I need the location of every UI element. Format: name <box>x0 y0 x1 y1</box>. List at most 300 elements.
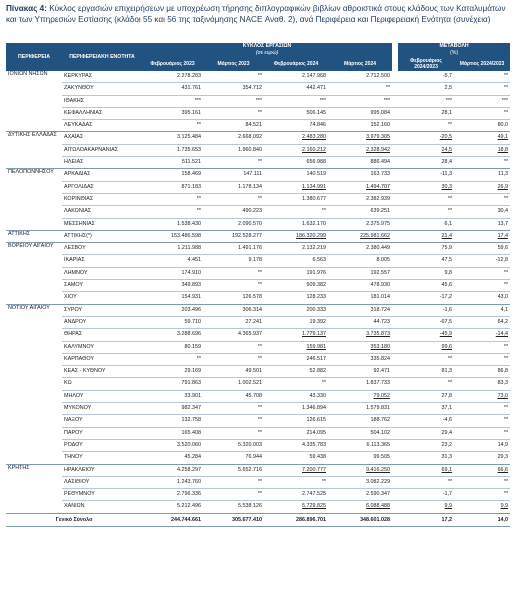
table-row <box>6 132 510 144</box>
cell-value: 1.837.733 <box>366 380 391 387</box>
turnover-cell <box>264 464 328 476</box>
cell-value: 49.501 <box>245 368 262 375</box>
cell-value: -4,6 <box>442 417 453 424</box>
change-cell <box>454 218 510 230</box>
cell-value: -5,7 <box>442 73 453 79</box>
regional-unit-name: ΚΕΦΑΛΛΗΝΙΑΣ <box>62 107 142 119</box>
cell-value: 45.708 <box>245 392 262 399</box>
turnover-cell <box>203 255 264 267</box>
turnover-cell <box>203 390 264 402</box>
change-cell <box>454 243 510 255</box>
change-cell <box>454 120 510 132</box>
cell-value: ** <box>503 85 509 92</box>
turnover-cell <box>328 304 392 316</box>
region-name: ΚΡΗΤΗΣ <box>6 464 62 513</box>
cell-value: ** <box>257 478 262 485</box>
turnover-cell <box>203 83 264 95</box>
turnover-cell <box>142 83 203 95</box>
cell-value: 6.563 <box>312 257 326 264</box>
turnover-cell <box>328 120 392 132</box>
table-row <box>6 452 510 464</box>
cell-value: ** <box>503 491 509 498</box>
turnover-cell <box>142 439 203 451</box>
change-cell <box>454 267 510 279</box>
turnover-cell <box>142 206 203 218</box>
cell-value: 13,7 <box>497 220 509 227</box>
change-cell <box>398 390 454 402</box>
cell-value: 2.375.975 <box>366 220 391 227</box>
cell-value: 504.102 <box>370 429 391 436</box>
region-name: ΙΟΝΙΩΝ ΝΗΣΩΝ <box>6 71 62 132</box>
change-cell <box>454 489 510 501</box>
change-cell <box>454 353 510 365</box>
change-cell <box>398 427 454 439</box>
change-cell <box>454 83 510 95</box>
turnover-cell <box>203 120 264 132</box>
cell-value: ** <box>503 269 509 276</box>
total-turnover-cell: 348.601.028 <box>328 513 392 526</box>
cell-value: ** <box>447 195 453 202</box>
turnover-cell <box>142 71 203 83</box>
regional-unit-name: ΜΥΚΟΝΟΥ <box>62 403 142 415</box>
change-cell <box>398 181 454 193</box>
table-row <box>6 329 510 341</box>
table-row <box>6 316 510 328</box>
cell-value: ** <box>257 417 262 424</box>
cell-value: 174.910 <box>181 269 201 276</box>
cell-value: 1.002.521 <box>238 380 262 387</box>
table-row <box>6 427 510 439</box>
cell-value: 80,0 <box>497 122 509 129</box>
cell-value: ** <box>321 208 326 215</box>
turnover-cell <box>264 427 328 439</box>
turnover-cell <box>203 415 264 427</box>
turnover-cell <box>203 476 264 488</box>
cell-value: 4.335.783 <box>302 441 326 448</box>
cell-value: 2.668.092 <box>238 134 262 141</box>
cell-value: 140.519 <box>306 171 326 178</box>
turnover-cell <box>328 95 392 107</box>
table-row <box>6 378 510 390</box>
cell-value: 246.517 <box>306 355 326 362</box>
cell-value: 152.160 <box>370 122 391 129</box>
cell-value: 5.729.825 <box>302 503 326 510</box>
cell-value: -11,3 <box>440 171 453 178</box>
turnover-cell <box>203 329 264 341</box>
turnover-cell <box>328 341 392 353</box>
cell-value: 335.824 <box>370 355 391 362</box>
regional-unit-name: ΡΟΔΟΥ <box>62 439 142 451</box>
regional-unit-name: ΜΕΣΣΗΝΙΑΣ <box>62 218 142 230</box>
table-row <box>6 439 510 451</box>
turnover-cell <box>264 353 328 365</box>
change-cell <box>398 353 454 365</box>
turnover-cell <box>264 230 328 242</box>
cell-value: 45,6 <box>441 282 453 289</box>
cell-value: 3.125.484 <box>177 134 201 141</box>
change-cell <box>454 292 510 304</box>
turnover-cell <box>142 489 203 501</box>
change-cell <box>454 193 510 205</box>
turnover-cell <box>142 107 203 119</box>
turnover-cell <box>203 169 264 181</box>
turnover-cell <box>142 292 203 304</box>
table-row <box>6 230 510 242</box>
cell-value: 28,1 <box>441 109 453 116</box>
cell-value: 349.893 <box>181 282 201 289</box>
turnover-cell <box>328 169 392 181</box>
cell-value: ** <box>503 159 509 166</box>
cell-value: 26,9 <box>497 183 509 190</box>
change-cell <box>398 378 454 390</box>
cell-value: 5.320.003 <box>238 441 262 448</box>
cell-value: -17,2 <box>439 294 453 301</box>
cell-value: 2.328.942 <box>366 146 391 153</box>
cell-value: 1.346.894 <box>302 405 326 412</box>
cell-value: ** <box>257 405 262 412</box>
cell-value: ** <box>503 478 509 485</box>
cell-value: 306.314 <box>242 306 262 313</box>
turnover-cell <box>264 243 328 255</box>
regional-unit-name: ΛΑΚΩΝΙΑΣ <box>62 206 142 218</box>
turnover-cell <box>142 304 203 316</box>
regional-unit-name: ΙΘΑΚΗΣ <box>62 95 142 107</box>
cell-value: 225.981.662 <box>360 232 391 239</box>
change-cell <box>454 107 510 119</box>
total-turnover-cell: 286.896.701 <box>264 513 328 526</box>
cell-value: 6.088.488 <box>366 503 391 510</box>
cell-value: ** <box>257 73 262 79</box>
cell-value: 2.147.968 <box>302 73 326 79</box>
table-row <box>6 292 510 304</box>
cell-value: 639.251 <box>370 208 391 215</box>
cell-value: 2.483.280 <box>302 134 326 141</box>
cell-value: 29.169 <box>184 368 201 375</box>
turnover-cell <box>203 95 264 107</box>
turnover-cell <box>264 144 328 156</box>
regional-unit-name: ΝΑΞΟΥ <box>62 415 142 427</box>
turnover-cell <box>203 157 264 169</box>
cell-value: ** <box>447 355 453 362</box>
turnover-cell <box>328 255 392 267</box>
table-row <box>6 206 510 218</box>
cell-value: ** <box>503 417 509 424</box>
cell-value: *** <box>255 97 262 104</box>
cell-value: 3.979.305 <box>366 134 391 141</box>
turnover-cell <box>203 501 264 513</box>
change-cell <box>398 316 454 328</box>
turnover-cell <box>203 280 264 292</box>
turnover-cell <box>203 292 264 304</box>
cell-value: 126.578 <box>242 294 262 301</box>
turnover-cell <box>264 132 328 144</box>
table-row <box>6 71 510 83</box>
turnover-cell <box>328 489 392 501</box>
turnover-cell <box>328 193 392 205</box>
cell-value: 656.988 <box>306 159 326 166</box>
header-col-feb-2023: Φεβρουάριος 2023 <box>142 57 203 71</box>
regional-unit-name: ΛΗΜΝΟΥ <box>62 267 142 279</box>
change-cell <box>454 403 510 415</box>
turnover-cell <box>328 353 392 365</box>
table-row <box>6 243 510 255</box>
turnover-cell <box>328 71 392 83</box>
turnover-cell <box>328 366 392 378</box>
turnover-cell <box>264 120 328 132</box>
cell-value: 84.521 <box>245 122 262 129</box>
change-cell <box>454 415 510 427</box>
cell-value: ** <box>447 380 453 387</box>
turnover-cell <box>264 292 328 304</box>
change-cell <box>454 464 510 476</box>
cell-value: 1.632.170 <box>302 220 326 227</box>
cell-value: 9,9 <box>500 503 509 510</box>
cell-value: 59.438 <box>309 454 326 461</box>
cell-value: 4.365.937 <box>238 331 262 338</box>
change-cell <box>398 452 454 464</box>
change-cell <box>454 280 510 292</box>
change-cell <box>398 71 454 83</box>
change-cell <box>398 439 454 451</box>
turnover-cell <box>142 415 203 427</box>
change-cell <box>398 243 454 255</box>
turnover-cell <box>264 157 328 169</box>
region-name: ΔΥΤΙΚΗΣ ΕΛΛΑΔΑΣ <box>6 132 62 169</box>
regional-unit-name: ΚΕΡΚΥΡΑΣ <box>62 71 142 83</box>
cell-value: 192.528.277 <box>232 232 262 239</box>
change-cell <box>454 255 510 267</box>
change-cell <box>454 71 510 83</box>
total-turnover-cell: 244.744.661 <box>142 513 203 526</box>
turnover-cell <box>328 427 392 439</box>
cell-value: 2.132.219 <box>302 245 326 252</box>
turnover-cell <box>264 193 328 205</box>
cell-value: ** <box>257 429 262 436</box>
change-cell <box>398 267 454 279</box>
table-row <box>6 107 510 119</box>
turnover-cell <box>328 292 392 304</box>
cell-value: ** <box>503 109 509 116</box>
turnover-cell <box>203 403 264 415</box>
turnover-cell <box>142 181 203 193</box>
cell-value: 19.392 <box>309 318 326 325</box>
cell-value: 27,8 <box>441 392 453 399</box>
cell-value: -67,5 <box>439 318 453 325</box>
cell-value: 28,4 <box>441 159 453 166</box>
regional-unit-name: ΑΝΔΡΟΥ <box>62 316 142 328</box>
table-row <box>6 95 510 107</box>
cell-value: 165.408 <box>181 429 201 436</box>
cell-value: 64,2 <box>497 318 509 325</box>
table-row <box>6 341 510 353</box>
header-change <box>398 43 510 57</box>
cell-value: 8.005 <box>376 257 391 264</box>
turnover-cell <box>142 243 203 255</box>
cell-value: ** <box>503 73 509 79</box>
cell-value: 1.538.430 <box>177 220 201 227</box>
cell-value: 2.712.500 <box>366 73 391 79</box>
cell-value: 2.590.347 <box>366 491 391 498</box>
cell-value: 1.491.176 <box>238 245 262 252</box>
cell-value: 506.145 <box>306 109 326 116</box>
cell-value: ** <box>257 343 262 350</box>
cell-value: 9,8 <box>444 269 453 276</box>
cell-value: 431.761 <box>181 85 201 92</box>
header-col-feb-change: Φεβρουάριος 2024/2023 <box>398 57 454 71</box>
cell-value: 3.520.060 <box>177 441 201 448</box>
header-region: ΠΕΡΙΦΕΡΕΙΑ <box>6 43 62 71</box>
turnover-cell <box>264 107 328 119</box>
turnover-cell <box>203 353 264 365</box>
turnover-cell <box>264 403 328 415</box>
table-row <box>6 120 510 132</box>
change-cell <box>398 476 454 488</box>
turnover-cell <box>142 403 203 415</box>
table-row <box>6 193 510 205</box>
cell-value: 29,4 <box>441 429 453 436</box>
table-row <box>6 304 510 316</box>
turnover-cell <box>264 255 328 267</box>
cell-value: 30,4 <box>497 208 509 215</box>
cell-value: 509.382 <box>306 282 326 289</box>
regional-unit-name: ΗΛΕΙΑΣ <box>62 157 142 169</box>
turnover-cell <box>264 489 328 501</box>
change-cell <box>454 390 510 402</box>
cell-value: 163.733 <box>370 171 391 178</box>
turnover-cell <box>142 132 203 144</box>
cell-value: 81,3 <box>441 368 453 375</box>
header-col-mar-change: Μάρτιος 2024/2023 <box>454 57 510 71</box>
cell-value: 5.212.496 <box>177 503 201 510</box>
regional-unit-name: ΑΙΤΩΛΟΑΚΑΡΝΑΝΙΑΣ <box>62 144 142 156</box>
change-cell <box>398 95 454 107</box>
turnover-cell <box>264 83 328 95</box>
cell-value: 99,6 <box>441 343 453 350</box>
cell-value: 6,1 <box>444 220 453 227</box>
cell-value: 871.183 <box>181 183 201 190</box>
turnover-cell <box>142 230 203 242</box>
cell-value: 5.652.716 <box>238 466 262 473</box>
cell-value: 395.161 <box>181 109 201 116</box>
cell-value: 66,6 <box>497 466 509 473</box>
cell-value: 18,8 <box>497 146 509 153</box>
region-name: ΒΟΡΕΙΟΥ ΑΙΓΑΙΟΥ <box>6 243 62 304</box>
turnover-cell <box>328 230 392 242</box>
cell-value: ** <box>257 491 262 498</box>
cell-value: 147.111 <box>243 171 262 178</box>
turnover-cell <box>264 329 328 341</box>
change-cell <box>398 255 454 267</box>
cell-value: 75,9 <box>441 245 453 252</box>
regional-unit-name: ΖΑΚΥΝΘΟΥ <box>62 83 142 95</box>
cell-value: ** <box>257 195 262 202</box>
turnover-cell <box>328 181 392 193</box>
cell-value: 154.931 <box>181 294 201 301</box>
change-cell <box>454 501 510 513</box>
turnover-cell <box>328 132 392 144</box>
change-cell <box>398 120 454 132</box>
turnover-cell <box>264 206 328 218</box>
cell-value: 214.095 <box>306 429 326 436</box>
cell-value: 59,6 <box>497 245 509 252</box>
cell-value: 9.416.250 <box>366 466 391 473</box>
change-cell <box>398 157 454 169</box>
cell-value: ** <box>447 122 453 129</box>
regional-unit-name: ΚΑΡΠΑΘΟΥ <box>62 353 142 365</box>
turnover-cell <box>328 403 392 415</box>
change-cell <box>454 476 510 488</box>
turnover-cell <box>203 144 264 156</box>
cell-value: *** <box>383 97 391 104</box>
turnover-cell <box>142 341 203 353</box>
header-change-unit: (%) <box>450 50 459 56</box>
cell-value: 43.330 <box>309 392 326 399</box>
cell-value: 24,5 <box>441 146 453 153</box>
change-cell <box>398 169 454 181</box>
table-row <box>6 144 510 156</box>
cell-value: 159.981 <box>306 343 326 350</box>
header-col-mar-2024: Μάρτιος 2024 <box>328 57 392 71</box>
turnover-cell <box>203 218 264 230</box>
cell-value: 1.779.137 <box>302 331 326 338</box>
change-cell <box>398 83 454 95</box>
total-change-cell: 17,2 <box>398 513 454 526</box>
change-cell <box>398 501 454 513</box>
change-cell <box>454 144 510 156</box>
cell-value: 2.796.336 <box>177 491 201 498</box>
turnover-cell <box>142 255 203 267</box>
cell-value: 1.380.677 <box>302 195 326 202</box>
cell-value: 128.233 <box>306 294 326 301</box>
cell-value: 158.469 <box>181 171 201 178</box>
cell-value: 49,1 <box>497 134 509 141</box>
cell-value: 1.735.653 <box>177 146 201 153</box>
cell-value: ** <box>503 195 509 202</box>
table-row <box>6 390 510 402</box>
turnover-cell <box>264 341 328 353</box>
regional-unit-name: ΗΡΑΚΛΕΙΟΥ <box>62 464 142 476</box>
table-row <box>6 489 510 501</box>
cell-value: 31,3 <box>441 454 453 461</box>
change-cell <box>398 304 454 316</box>
cell-value: 59.710 <box>184 318 201 325</box>
change-cell <box>454 452 510 464</box>
change-cell <box>454 427 510 439</box>
turnover-cell <box>264 304 328 316</box>
cell-value: 43,0 <box>497 294 509 301</box>
regional-unit-name: ΚΟΡΙΝΘΙΑΣ <box>62 193 142 205</box>
turnover-cell <box>142 390 203 402</box>
turnover-cell <box>203 452 264 464</box>
regional-unit-name: ΜΗΛΟΥ <box>62 390 142 402</box>
cell-value: 318.724 <box>370 306 391 313</box>
regional-unit-name: ΚΕΑΣ - ΚΥΘΝΟΥ <box>62 366 142 378</box>
cell-value: ** <box>503 282 509 289</box>
turnover-cell <box>142 157 203 169</box>
regional-unit-name: ΣΥΡΟΥ <box>62 304 142 316</box>
turnover-cell <box>203 71 264 83</box>
change-cell <box>454 230 510 242</box>
table-row <box>6 353 510 365</box>
turnover-cell <box>264 316 328 328</box>
turnover-cell <box>328 464 392 476</box>
change-cell <box>398 218 454 230</box>
cell-value: 2.380.449 <box>366 245 391 252</box>
turnover-cell <box>328 144 392 156</box>
cell-value: 7.200.777 <box>302 466 326 473</box>
change-cell <box>454 181 510 193</box>
turnover-cell <box>203 378 264 390</box>
